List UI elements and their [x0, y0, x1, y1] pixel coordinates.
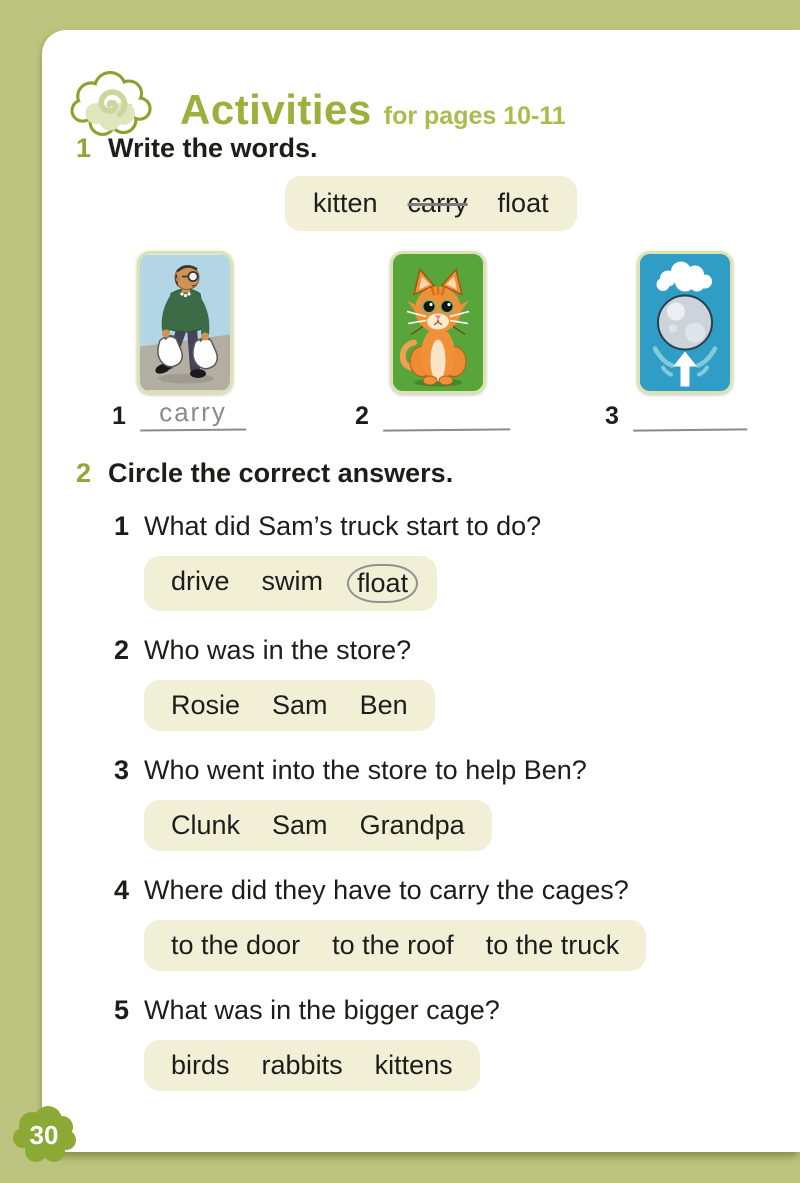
question-text: Who went into the store to help Ben?: [144, 755, 587, 785]
question-text: Who was in the store?: [144, 635, 412, 665]
question-2: [114, 634, 784, 731]
question-text-row: [114, 994, 784, 1027]
option[interactable]: Grandpa: [359, 810, 465, 840]
answer-blank-2[interactable]: [383, 394, 510, 431]
activity1-number: 1: [76, 133, 92, 163]
question-number: 3: [114, 755, 130, 785]
option[interactable]: Sam: [272, 810, 328, 840]
page-title: Activities: [180, 86, 372, 133]
option[interactable]: birds: [171, 1050, 230, 1080]
question-number: 2: [114, 635, 130, 665]
item-number: 1: [112, 402, 126, 430]
page-number-badge: [8, 1103, 88, 1171]
activity1-heading: [76, 133, 318, 164]
option[interactable]: Clunk: [171, 810, 241, 840]
question-text-row: [114, 634, 784, 667]
picture-man-carrying-bags: [137, 251, 233, 394]
options-box: [144, 920, 646, 971]
question-3: [114, 754, 784, 851]
options-box: [144, 1040, 480, 1091]
activity2-heading: [76, 458, 453, 489]
answer-blank-3[interactable]: [633, 394, 747, 431]
option[interactable]: to the roof: [332, 930, 454, 960]
question-1: [114, 510, 784, 611]
word-bank-word: float: [497, 188, 549, 218]
option-circled[interactable]: float: [347, 564, 418, 603]
option[interactable]: to the truck: [485, 930, 620, 960]
write-answer-3: [605, 395, 747, 431]
page-header: [64, 50, 566, 134]
question-text: What was in the bigger cage?: [144, 995, 500, 1025]
question-number: 1: [114, 511, 130, 541]
word-bank: [285, 176, 577, 231]
item-number: 3: [605, 402, 619, 430]
question-text: What did Sam’s truck start to do?: [144, 511, 542, 541]
activity2-number: 2: [76, 458, 92, 488]
question-number: 4: [114, 875, 130, 905]
question-text: Where did they have to carry the cages?: [144, 875, 629, 905]
write-answer-1: [112, 395, 246, 431]
questions-list: [114, 510, 784, 1114]
option[interactable]: Rosie: [171, 690, 241, 720]
question-text-row: [114, 510, 784, 543]
activity2-title: Circle the correct answers.: [108, 458, 454, 488]
picture-bubble-floating-up: [637, 251, 733, 394]
picture-kitten: [390, 251, 486, 394]
option[interactable]: to the door: [171, 930, 301, 960]
option[interactable]: rabbits: [261, 1050, 343, 1080]
option[interactable]: swim: [261, 566, 324, 596]
kitten-illustration: [393, 254, 483, 391]
options-box: [144, 556, 437, 611]
option[interactable]: Sam: [272, 690, 328, 720]
write-answer-2: [355, 395, 510, 431]
man-carrying-bags-illustration: [140, 254, 230, 391]
question-text-row: [114, 874, 784, 907]
option[interactable]: Ben: [359, 690, 408, 720]
answer-blank-1[interactable]: carry: [140, 394, 246, 431]
question-number: 5: [114, 995, 130, 1025]
page-number: 30: [29, 1120, 59, 1150]
page-subtitle: for pages 10-11: [383, 102, 566, 130]
question-4: [114, 874, 784, 971]
options-box: [144, 800, 492, 851]
question-5: [114, 994, 784, 1091]
word-bank-word-struck: carry: [407, 188, 468, 218]
bubble-illustration: [640, 254, 730, 391]
options-box: [144, 680, 435, 731]
item-number: 2: [355, 402, 369, 430]
page-card: [42, 30, 800, 1152]
option[interactable]: drive: [171, 566, 230, 596]
activity1-title: Write the words.: [108, 133, 318, 163]
question-text-row: [114, 754, 784, 787]
option[interactable]: kittens: [374, 1050, 453, 1080]
word-bank-word: kitten: [313, 188, 378, 218]
